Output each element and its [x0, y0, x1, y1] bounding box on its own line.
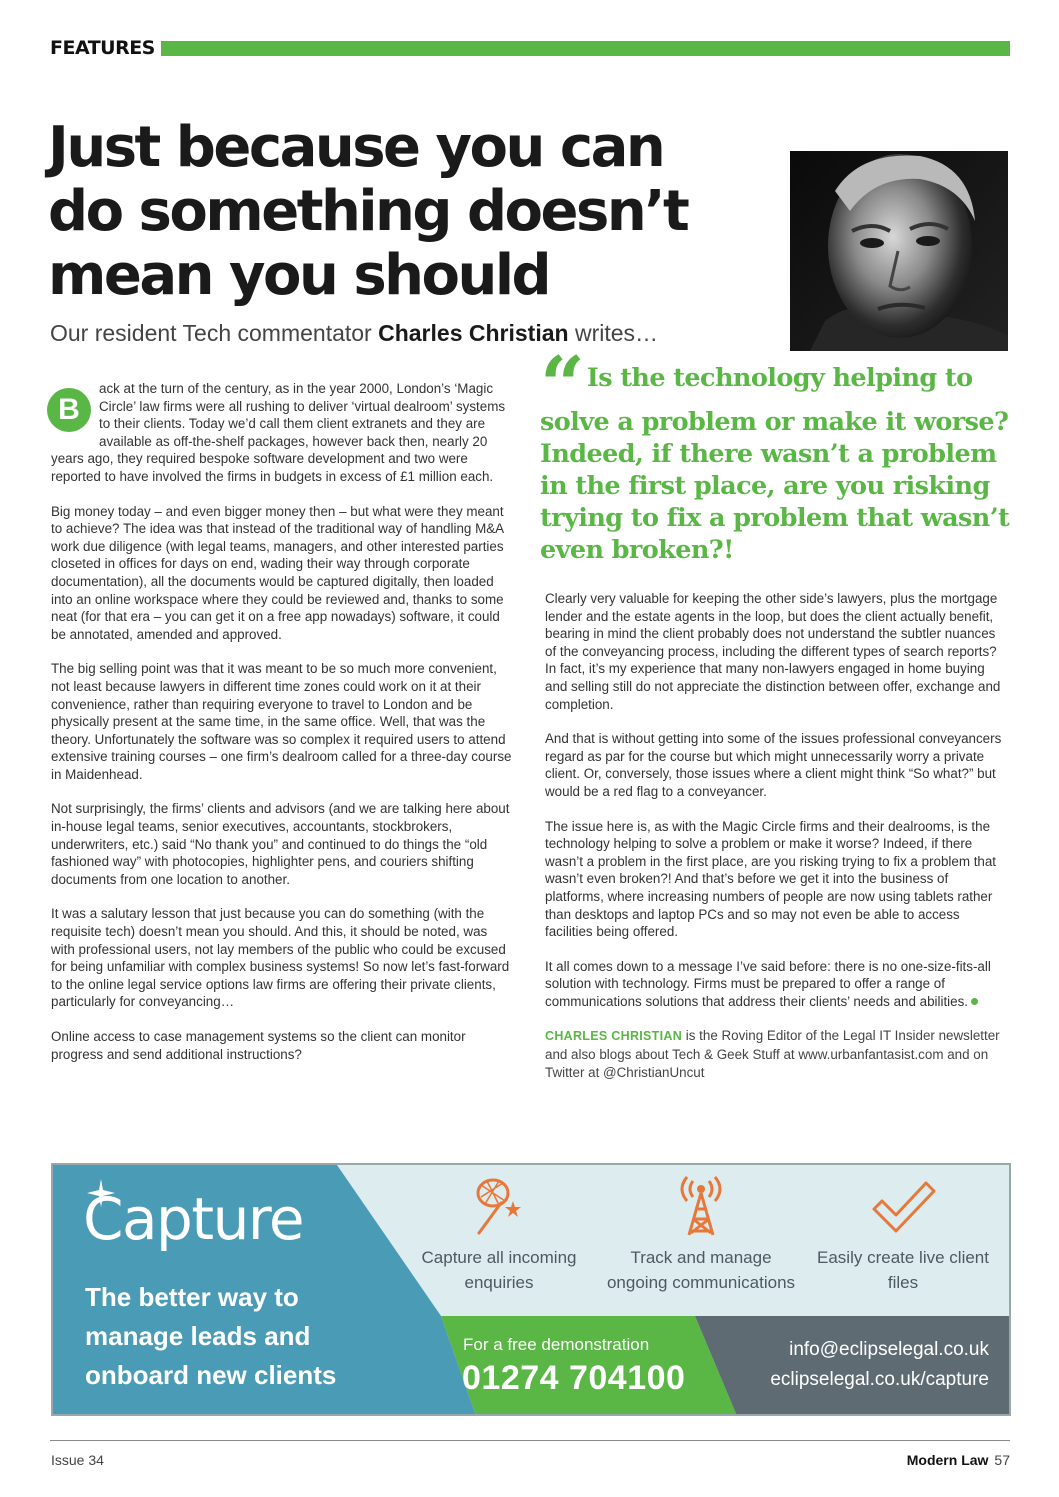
body-paragraph: Not surprisingly, the firms’ clients and advisors (and we are talking here about in-house legal teams, senior executives, accountants, stockbrokers, underwriters, etc.) said “No thank you” and continued to do things the “old fashioned way” with photocopies, highlighter pens, and couriers shifting documents from one location to another.	[51, 801, 510, 887]
section-header	[50, 38, 1010, 58]
author-bio-name: CHARLES CHRISTIAN	[545, 1029, 683, 1044]
final-paragraph	[545, 958, 1005, 1011]
standfirst	[50, 320, 770, 347]
magazine-name: Modern Law	[906, 1452, 989, 1468]
page-number: 57	[994, 1452, 1010, 1468]
feature-track	[601, 1175, 801, 1295]
right-column	[545, 590, 1005, 1098]
left-column	[51, 380, 513, 1080]
demo-phone[interactable]: 01274 704100	[462, 1359, 686, 1397]
issue-number: Issue 34	[51, 1452, 104, 1468]
quote-mark-icon: “	[540, 340, 579, 431]
body-paragraph: And that is without getting into some of the issues professional conveyancers regard as par for the course but which might unnecessarily worry a private client. Or, conversely, those issues where a client might think “So what?” but would be a red flag to a conveyancer.	[545, 731, 1002, 799]
body-paragraph: Online access to case management systems so the client can monitor progress and send additional instructions?	[51, 1029, 466, 1062]
first-paragraph-text: ack at the turn of the century, as in the year 2000, London’s ‘Magic Circle’ law firms were all rushing to deliver ‘virtual dealroom’ systems to their clients. Today we’d call them client extranets and they are available as off-the-shelf packages, however back then, nearly 20 years ago, they required bespoke software development and two were reported to have involved the firms in budgets in excess of £1 million each.	[51, 381, 506, 484]
body-paragraph: The big selling point was that it was meant to be so much more convenient, not least because lawyers in different time zones could work on it at their convenience, rather than requiring everyone to travel to London and be physically present at the same time, in the same office. Well, that was the theory. Unfortunately the software was so complex it required users to attend extensive training courses – one firm’s dealroom called for a three-day course in Maidenhead.	[51, 661, 512, 782]
feature-label: Capture all incoming enquiries	[421, 1248, 577, 1292]
standfirst-suffix: writes…	[568, 320, 659, 346]
pull-quote-text: Is the technology helping to solve a problem or make it worse? Indeed, if there wasn’t a problem in the first place, are you risking trying to fix a problem that wasn’t even broken?!	[540, 363, 1010, 565]
standfirst-author: Charles Christian	[378, 320, 569, 346]
headline: Just because you can do something doesn’t mean you should	[48, 115, 688, 308]
feature-create	[803, 1175, 1003, 1295]
body-paragraph: The issue here is, as with the Magic Circle firms and their dealrooms, is the technology helping to solve a problem or make it worse? Indeed, if there wasn’t a problem in the first place, are you risking trying to fix a problem that wasn’t even broken?! And that’s before we get it into the business of platforms, where increasing numbers of people are now using tablets rather than desktops and laptop PCs and so may not even be able to access facilities being offered.	[545, 818, 997, 940]
antenna-icon	[675, 1175, 727, 1237]
footer-right	[907, 1452, 1010, 1468]
body-paragraph: It was a salutary lesson that just because you can do something (with the requisite tech) doesn’t mean you should. And this, it should be noted, was with professional users, not lay members of the public who could be excused for being unfamiliar with complex business systems! So now let’s fast-forward to the online legal service options law firms are offering their private clients, particularly for conveyancing…	[51, 906, 510, 1010]
advert-brand: Capture	[83, 1185, 304, 1253]
section-bar	[161, 41, 1010, 56]
contact-email[interactable]: info@eclipselegal.co.uk	[789, 1339, 989, 1360]
contact-url[interactable]: eclipselegal.co.uk/capture	[770, 1369, 989, 1390]
demo-label: For a free demonstration	[463, 1335, 650, 1354]
net-icon	[473, 1175, 525, 1237]
author-portrait-image	[790, 151, 1008, 351]
checkmark-icon	[870, 1175, 936, 1237]
advert[interactable]	[51, 1163, 1011, 1416]
feature-capture	[399, 1175, 599, 1295]
section-label: FEATURES	[50, 37, 155, 59]
author-portrait	[790, 151, 1008, 351]
feature-label: Track and manage ongoing communications	[606, 1248, 796, 1292]
first-paragraph	[51, 380, 513, 486]
end-mark-icon	[971, 998, 978, 1005]
standfirst-prefix: Our resident Tech commentator	[50, 320, 379, 346]
advert-tagline: The better way to manage leads and onboard new clients	[85, 1282, 337, 1390]
pull-quote	[540, 340, 1015, 566]
body-paragraph: Big money today – and even bigger money then – but what were they meant to achieve? The idea was that instead of the traditional way of handling M&A work due diligence (with legal teams, managers, and other interested parties closeted in offices for days on end, wading their way through corporate documentation), all the documents would be captured digitally, then loaded into an online workspace where they could be reviewed and, thanks to some neat (for that era – you can get it on a free app nowadays) software, it could be annotated, amended and approved.	[51, 503, 504, 642]
final-paragraph-text: It all comes down to a message I’ve said before: there is no one-size-fits-all solution with technology. Firms must be prepared to offer a range of communications solutions that address their clients’ needs and abilities.	[545, 958, 991, 1009]
drop-cap: B	[47, 388, 91, 432]
footer-rule	[50, 1440, 1010, 1441]
author-bio-text: is the Roving Editor of the Legal IT Insider newsletter and also blogs about Tech & Geek Stuff at www.urbanfantasist.com and on Twitter at @ChristianUncut	[545, 1028, 1000, 1080]
author-bio	[545, 1027, 1005, 1081]
body-paragraph: Clearly very valuable for keeping the other side’s lawyers, plus the mortgage lender and the estate agents in the loop, but does the client actually benefit, bearing in mind the client probably does not understand the subtler nuances of the conveyancing process, including the different types of search reports? In fact, it’s my experience that many non-lawyers engaged in home buying and selling still do not appreciate the distinction between offer, exchange and completion.	[545, 591, 1001, 712]
feature-label: Easily create live client files	[817, 1248, 989, 1292]
